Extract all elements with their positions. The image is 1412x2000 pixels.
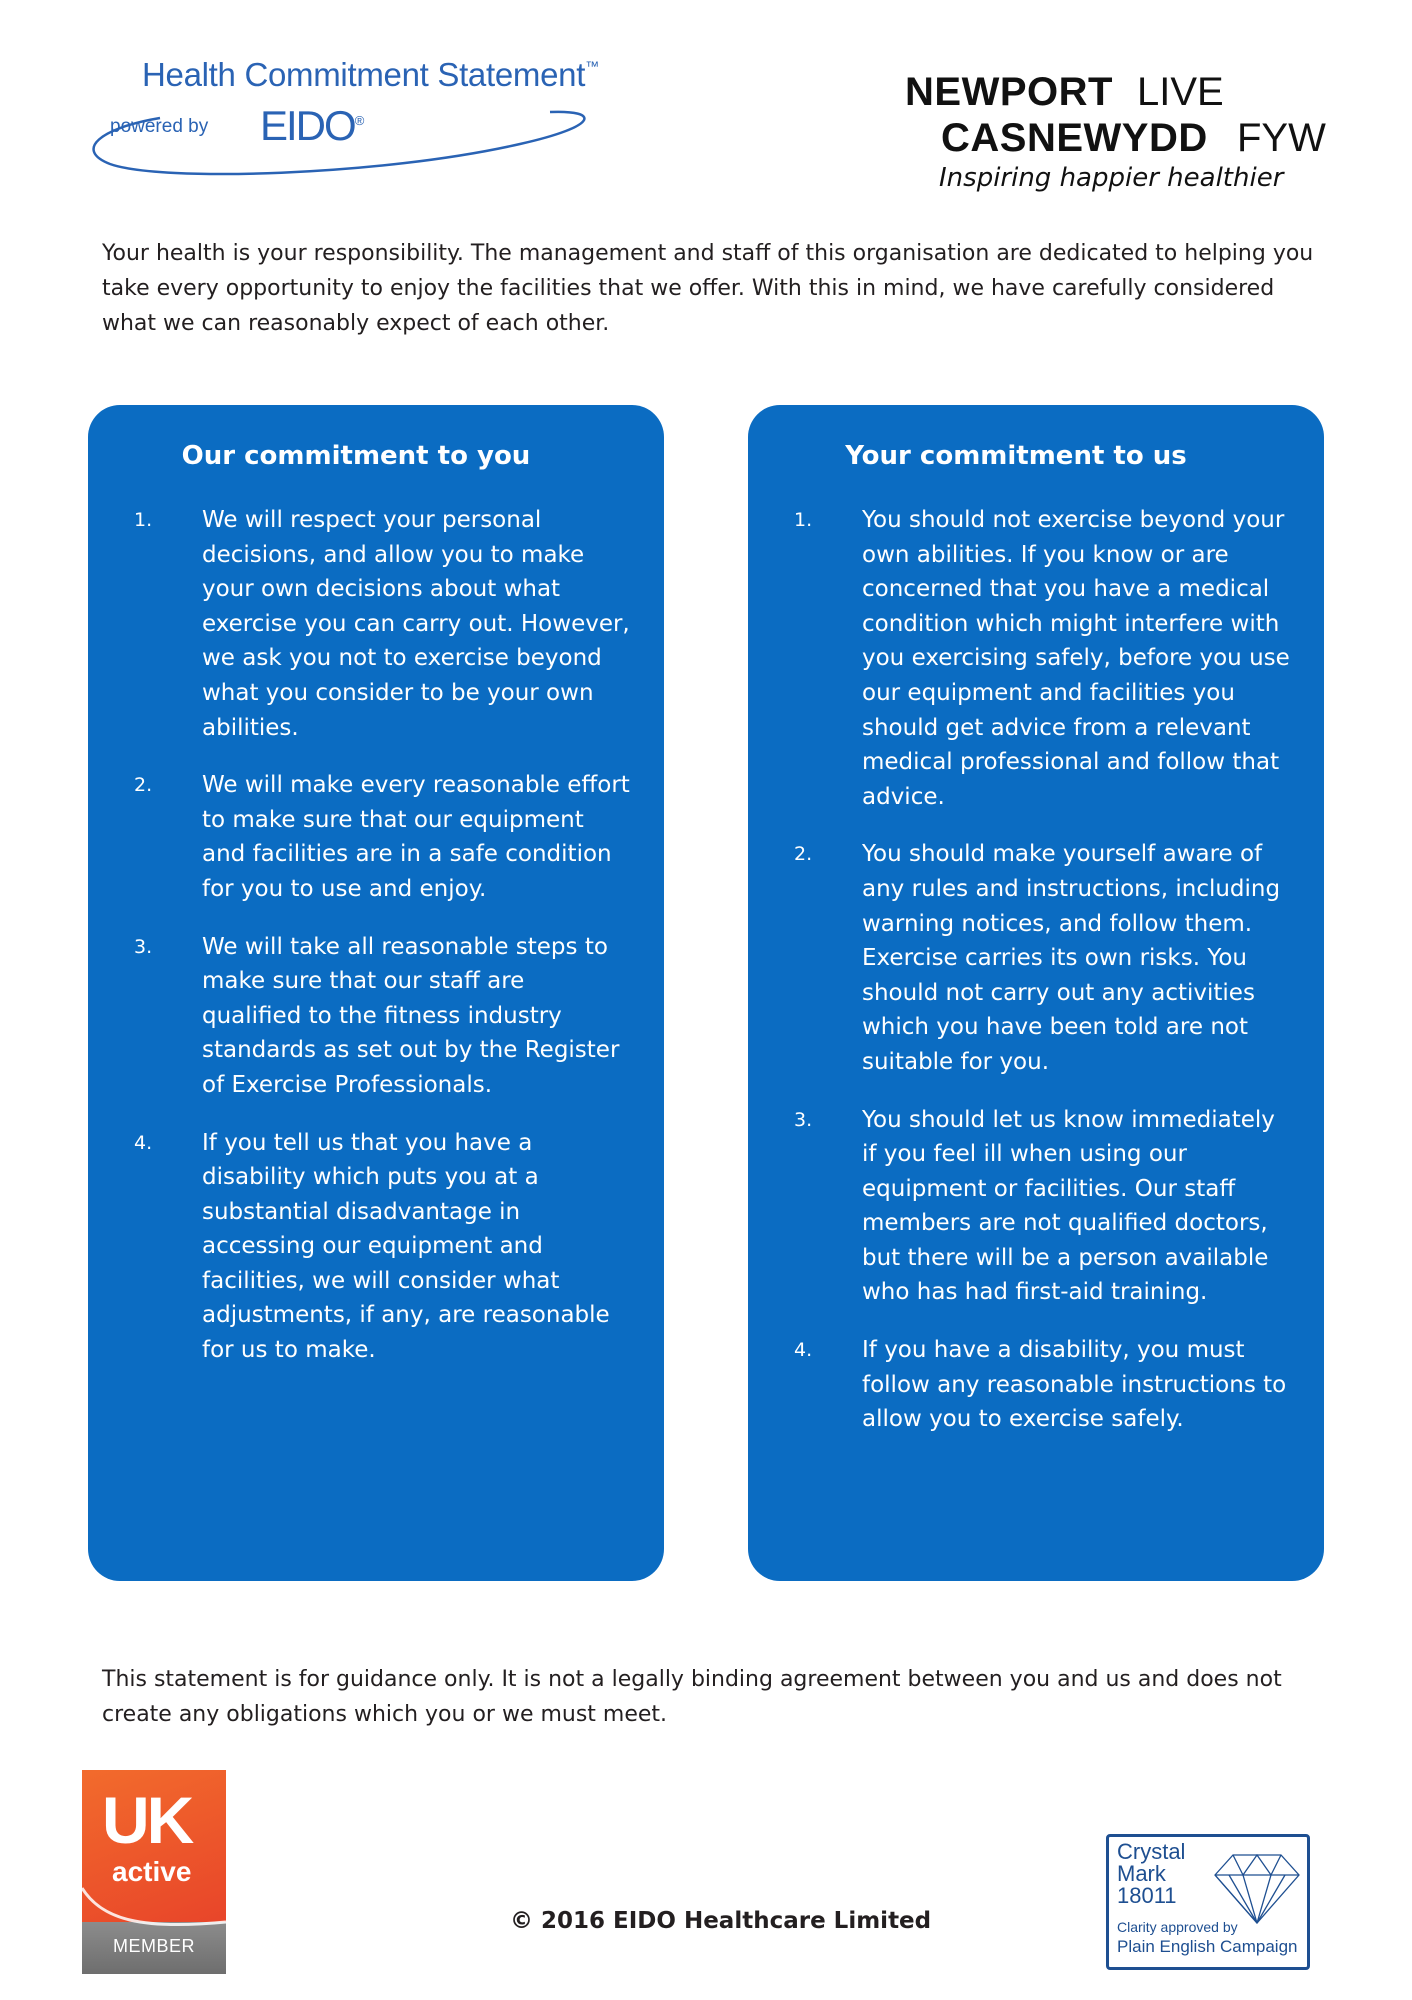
item-number: 1. bbox=[794, 509, 813, 531]
item-number: 3. bbox=[134, 935, 153, 958]
item-text: You should not exercise beyond your own abilities. If you know or are concerned that you have a medical condition which might interfere with you exercising safely, before you use our equipment and facilities you should get advice from a relevant medical professional and follow that advice. bbox=[862, 507, 1290, 810]
ukactive-curve-icon bbox=[82, 1770, 226, 1974]
item-number: 3. bbox=[794, 1108, 813, 1131]
ukactive-member-badge bbox=[82, 1770, 226, 1974]
newport-live-logo bbox=[905, 36, 1345, 206]
ukactive-member-text: MEMBER bbox=[112, 1936, 195, 1956]
your-commitment-list bbox=[748, 503, 1324, 1460]
newport-tagline: Inspiring happier healthier bbox=[939, 163, 1284, 193]
item-text: If you tell us that you have a disability which puts you at a substantial disadvantage in accessing our equipment and facilities, we will consider what adjustments, if any, are reasonable for us to make. bbox=[202, 1129, 610, 1364]
item-number: 2. bbox=[794, 843, 813, 866]
item-text: You should make yourself aware of any rules and instructions, including warning notices, and follow them. Exercise carries its own risks. You should not carry out any activities which you have been told are not suitable for you. bbox=[862, 841, 1281, 1075]
list-item bbox=[88, 1126, 664, 1368]
eido-powered-by: powered by bbox=[110, 116, 209, 137]
eido-logo bbox=[80, 52, 600, 182]
your-commitment-title: Your commitment to us bbox=[845, 441, 1187, 471]
item-text: If you have a disability, you must follow any reasonable instructions to allow you to exercise safely. bbox=[862, 1337, 1287, 1433]
item-text: We will make every reasonable effort to make sure that our equipment and facilities are in a safe condition for you to use and enjoy. bbox=[202, 772, 630, 902]
crystal-mark-line: Clarity approved by bbox=[1117, 1919, 1238, 1935]
list-item bbox=[88, 768, 664, 906]
disclaimer-paragraph: This statement is for guidance only. It is not a legally binding agreement between you and us and does not create any obligations which you or we must meet. bbox=[102, 1667, 1282, 1727]
your-commitment-panel bbox=[748, 405, 1324, 1581]
diamond-icon bbox=[1207, 1845, 1307, 1927]
item-text: You should let us know immediately if you feel ill when using our equipment or facilities. Our staff members are not qualified doctors, but there will be a person available who has had first-aid training. bbox=[862, 1106, 1275, 1306]
crystal-mark-line: Plain English Campaign bbox=[1117, 1937, 1298, 1956]
casnewydd-wordmark: CASNEWYDD bbox=[941, 116, 1208, 160]
list-item bbox=[88, 503, 664, 745]
our-commitment-list bbox=[88, 503, 664, 1391]
list-item bbox=[88, 930, 664, 1103]
crystal-mark-line: Mark bbox=[1117, 1861, 1166, 1886]
copyright-text: © 2016 EIDO Healthcare Limited bbox=[510, 1908, 932, 1934]
item-number: 4. bbox=[794, 1339, 813, 1362]
intro-paragraph: Your health is your responsibility. The management and staff of this organisation are dedicated to helping you take every opportunity to enjoy the facilities that we offer. With this in mind, we have carefully considered what we can reasonably expect of each other. bbox=[102, 241, 1314, 336]
byw-wordmark: FYW bbox=[1237, 116, 1326, 160]
ukactive-uk-text: UK bbox=[102, 1783, 192, 1857]
list-item bbox=[748, 837, 1324, 1079]
crystal-mark-badge bbox=[1106, 1834, 1310, 1970]
live-wordmark: LIVE bbox=[1137, 70, 1224, 114]
crystal-mark-number: 18011 bbox=[1117, 1883, 1177, 1908]
list-item bbox=[748, 1103, 1324, 1311]
eido-brand: EIDO® bbox=[260, 102, 365, 149]
list-item bbox=[748, 503, 1324, 814]
item-text: We will respect your personal decisions, and allow you to make your own decisions about what exercise you can carry out. However, we ask you not to exercise beyond what you consider to be your own abilities. bbox=[202, 507, 630, 741]
our-commitment-title: Our commitment to you bbox=[181, 441, 531, 471]
item-number: 2. bbox=[134, 774, 153, 797]
newport-wordmark: NEWPORT bbox=[905, 70, 1113, 114]
eido-title: Health Commitment Statement™ bbox=[142, 56, 599, 93]
item-text: We will take all reasonable steps to make sure that our staff are qualified to the fitness industry standards as set out by the Register of Exercise Professionals. bbox=[202, 933, 620, 1098]
crystal-mark-line: Crystal bbox=[1117, 1839, 1186, 1864]
list-item bbox=[748, 1333, 1324, 1437]
item-number: 4. bbox=[134, 1131, 153, 1154]
ukactive-active-text: active bbox=[112, 1856, 192, 1887]
our-commitment-panel bbox=[88, 405, 664, 1581]
item-number: 1. bbox=[134, 509, 153, 531]
